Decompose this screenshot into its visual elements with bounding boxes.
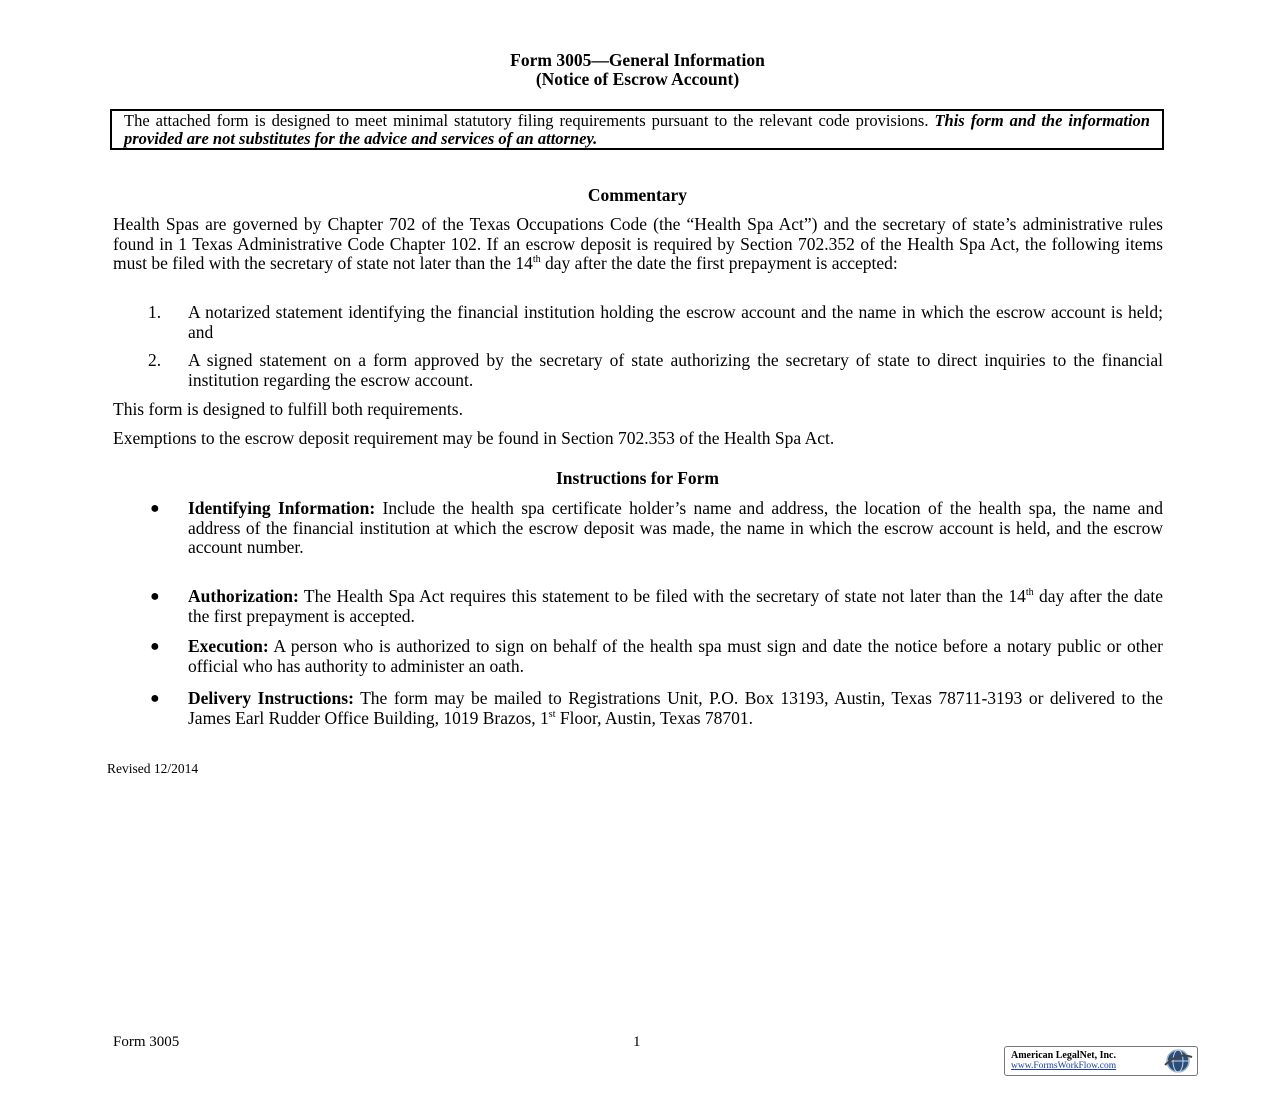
instruction-item: [148, 499, 1163, 558]
numbered-item: [148, 303, 1163, 342]
bullet-icon: ●: [150, 690, 160, 707]
instructions-heading: Instructions for Form: [556, 468, 719, 488]
item-number: 2.: [148, 350, 162, 370]
instruction-text: The form may be mailed to Registrations Unit, P.O. Box 13193, Austin, Texas 78711-3193 or delivered to the James Earl Rudder Office Building, 1019 Brazos, 1: [188, 688, 1163, 728]
commentary-heading: Commentary: [587, 185, 688, 205]
instruction-text: The Health Spa Act requires this statement to be filed with the secretary of state not later than the 14: [298, 586, 1026, 606]
instruction-label: Authorization:: [188, 586, 299, 606]
bullet-icon: ●: [150, 500, 160, 517]
disclaimer-box: [110, 109, 1164, 150]
item-text: A notarized statement identifying the financial institution holding the escrow account and the name in which the escrow account is held; and: [188, 302, 1163, 342]
instruction-text-end: Floor, Austin, Texas 78701.: [555, 707, 754, 728]
exemptions-statement: Exemptions to the escrow deposit requirement may be found in Section 702.353 of the Health Spa Act.: [113, 428, 835, 448]
form-subtitle: (Notice of Escrow Account): [535, 69, 740, 89]
bullet-icon: ●: [150, 638, 160, 655]
instruction-item: [148, 689, 1163, 728]
instruction-label: Delivery Instructions:: [188, 688, 354, 708]
instruction-text: A person who is authorized to sign on behalf of the health spa must sign and date the notice before a notary public or other official who has authority to administer an oath.: [188, 636, 1163, 676]
logo-company-name: American LegalNet, Inc.: [1011, 1050, 1116, 1061]
disclaimer-emphasis: This form and the information provided are not substitutes for the advice and services of an attorney.: [124, 111, 1150, 148]
instruction-text-end: day after the date the first prepayment is accepted.: [188, 586, 1163, 626]
bullet-icon: ●: [150, 588, 160, 605]
commentary-intro: [113, 215, 1163, 274]
commentary-intro-text-end: day after the date the first prepayment is accepted:: [540, 253, 898, 274]
commentary-intro-text: Health Spas are governed by Chapter 702 of the Texas Occupations Code (the “Health Spa Act”) and the secretary of state’s administrative rules found in 1 Texas Administrative Code Chapter 102. If an escrow deposit is required by Section 702.352 of the Health Spa Act, the following items must be filed with the secretary of state not later than the 14: [113, 214, 1163, 274]
globe-icon: [1161, 1048, 1195, 1074]
ordinal-suffix: th: [1025, 587, 1034, 599]
company-logo[interactable]: [1004, 1046, 1198, 1076]
ordinal-suffix: st: [548, 708, 556, 720]
logo-url-link[interactable]: www.FormsWorkFlow.com: [1011, 1061, 1117, 1071]
footer-form-label: Form 3005: [113, 1034, 180, 1050]
instruction-item: [148, 587, 1163, 626]
instruction-label: Execution:: [188, 636, 269, 656]
disclaimer-text: The attached form is designed to meet minimal statutory filing requirements pursuant to the relevant code provisions.: [124, 111, 935, 130]
numbered-item: [148, 351, 1163, 390]
instruction-text: Include the health spa certificate holder’s name and address, the location of the health spa, the name and address of the financial institution at which the escrow deposit was made, the name in which the escrow account is held, and the escrow account number.: [188, 498, 1163, 558]
item-text: A signed statement on a form approved by the secretary of state authorizing the secretary of state to direct inquiries to the financial institution regarding the escrow account.: [188, 350, 1163, 390]
instruction-label: Identifying Information:: [188, 498, 376, 518]
form-title: Form 3005—General Information: [510, 50, 765, 70]
fulfill-statement: This form is designed to fulfill both requirements.: [113, 399, 463, 419]
ordinal-suffix: th: [532, 254, 541, 266]
instruction-item: [148, 637, 1163, 676]
item-number: 1.: [148, 302, 162, 322]
page-number: 1: [633, 1034, 641, 1050]
revised-date: Revised 12/2014: [107, 761, 199, 776]
